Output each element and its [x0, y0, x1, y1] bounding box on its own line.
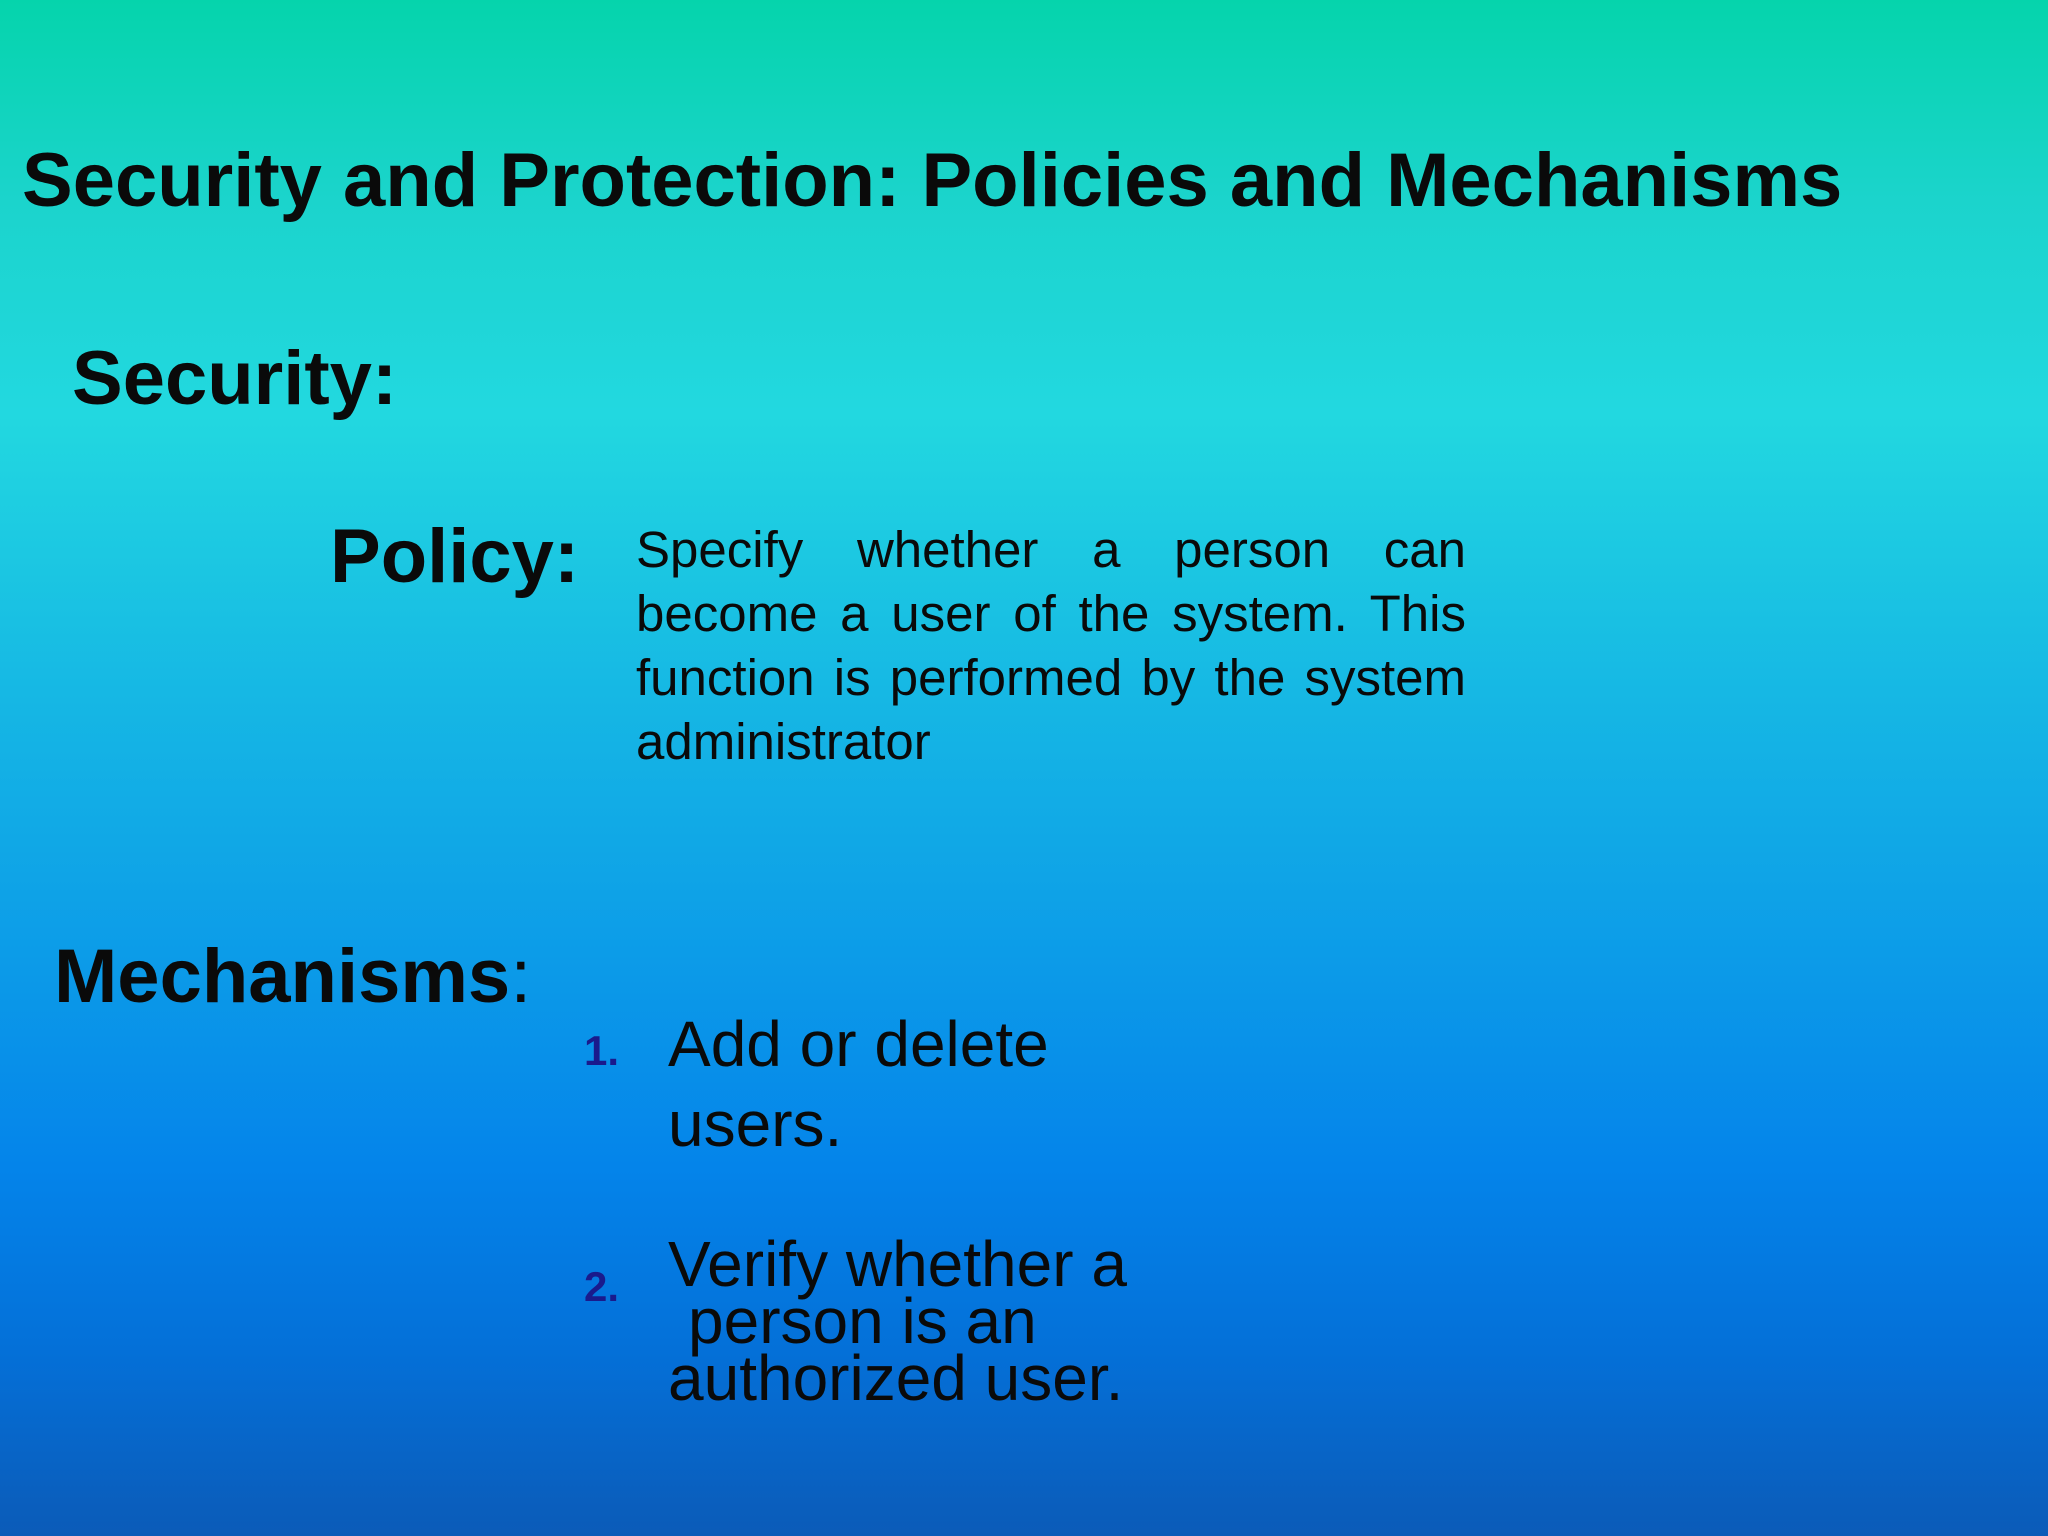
list-item-number: 1.: [584, 1027, 620, 1074]
slide-title: Security and Protection: Policies and Mechanisms: [22, 138, 1843, 223]
list-item-line: users.: [668, 1088, 843, 1160]
list-item-line: Add or delete: [668, 1008, 1049, 1080]
list-item-number: 2.: [584, 1263, 620, 1310]
mechanisms-heading: [54, 932, 531, 1022]
list-item-text: [668, 1004, 1049, 1164]
policy-label: Policy:: [330, 514, 580, 599]
list-item-text: [668, 1228, 1127, 1414]
list-item-line: person is an: [688, 1285, 1037, 1357]
policy-text: Specify whether a person can become a user of the system. This function is performed by the system administrator: [636, 521, 1466, 770]
list-item-line: authorized user.: [668, 1342, 1124, 1414]
mechanisms-heading-colon: :: [510, 934, 532, 1019]
security-heading: Security:: [72, 336, 398, 421]
mechanisms-heading-word: Mechanisms: [54, 934, 511, 1019]
list-item-line: Verify whether a: [668, 1228, 1127, 1300]
